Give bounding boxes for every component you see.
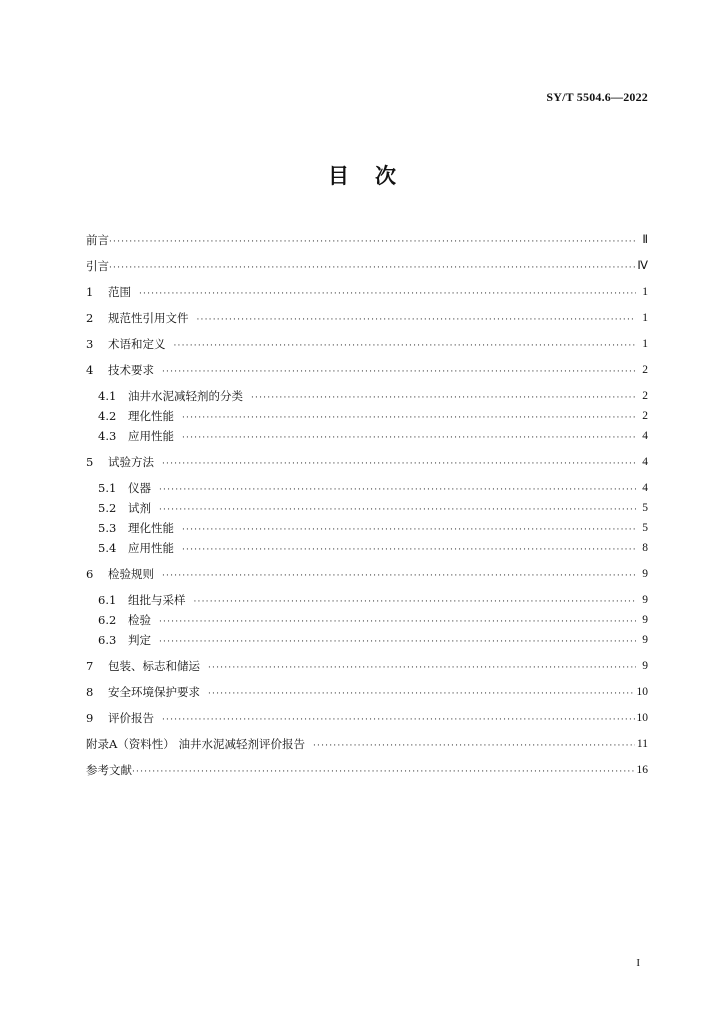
toc-leader-dots	[313, 740, 635, 752]
toc-entry-text: 技术要求	[108, 363, 154, 377]
toc-entry-6[interactable]	[86, 566, 648, 582]
toc-entry-6-2[interactable]	[98, 612, 648, 628]
toc-entry-page: 4	[642, 482, 648, 494]
toc-entry-text: 规范性引用文件	[108, 311, 189, 325]
toc-entry-number: 7	[86, 659, 94, 673]
toc-leader-dots	[162, 570, 636, 582]
toc-entry-2[interactable]	[86, 310, 648, 326]
toc-entry-4-2[interactable]	[98, 408, 648, 424]
toc-entry-text: 试剂	[128, 501, 151, 515]
toc-entry-8[interactable]	[86, 684, 648, 700]
toc-entry-page: 10	[636, 686, 648, 698]
toc-leader-dots	[182, 544, 636, 556]
toc-entry-page: 1	[642, 338, 648, 350]
toc-entry-page: 1	[642, 312, 648, 324]
toc-entry-text: 引言	[86, 259, 109, 273]
toc-entry-page: 10	[636, 712, 648, 724]
toc-leader-dots	[182, 432, 636, 444]
toc-entry-page: 9	[642, 594, 648, 606]
toc-entry-page: 8	[642, 542, 648, 554]
toc-entry-text: 试验方法	[108, 455, 154, 469]
toc-entry-number: 5.3	[98, 521, 117, 535]
toc-entry-text: 参考文献	[86, 763, 132, 777]
toc-entry-number: 6.2	[98, 613, 117, 627]
standard-code: SY/T 5504.6—2022	[546, 90, 648, 104]
toc-entry-text: 检验规则	[108, 567, 154, 581]
toc-entry-text: 安全环境保护要求	[108, 685, 200, 699]
toc-entry-page: 9	[642, 634, 648, 646]
toc-leader-dots	[162, 458, 636, 470]
toc-leader-dots	[162, 714, 635, 726]
toc-entry-text: 判定	[128, 633, 151, 647]
toc-entry-text: 术语和定义	[108, 337, 166, 351]
toc-entry-number: 9	[86, 711, 94, 725]
toc-entry-page: 9	[642, 568, 648, 580]
toc-entry-number: 4.2	[98, 409, 117, 423]
toc-entry-bibliography[interactable]	[86, 762, 648, 778]
toc-leader-dots	[182, 412, 636, 424]
toc-entry-number: 1	[86, 285, 94, 299]
toc-entry-text: 评价报告	[108, 711, 154, 725]
toc-entry-text: 理化性能	[128, 409, 174, 423]
toc-leader-dots	[132, 766, 635, 778]
toc-entry-6-3[interactable]	[98, 632, 648, 648]
toc-leader-dots	[197, 314, 637, 326]
toc-entry-page: 5	[642, 522, 648, 534]
toc-entry-7[interactable]	[86, 658, 648, 674]
toc-entry-text: 应用性能	[128, 429, 174, 443]
toc-leader-dots	[159, 616, 636, 628]
toc-entry-appendix-a[interactable]	[86, 736, 648, 752]
toc-entry-text: 仪器	[128, 481, 151, 495]
toc-leader-dots	[208, 662, 636, 674]
toc-entry-5-3[interactable]	[98, 520, 648, 536]
toc-entry-page: 4	[642, 430, 648, 442]
toc-entry-text: 理化性能	[128, 521, 174, 535]
toc-entry-4-1[interactable]	[98, 388, 648, 404]
toc-leader-dots	[182, 524, 636, 536]
toc-entry-6-1[interactable]	[98, 592, 648, 608]
toc-entry-number: 5.2	[98, 501, 117, 515]
toc-entry-number: 6.1	[98, 593, 117, 607]
toc-entry-text: 组批与采样	[128, 593, 186, 607]
toc-entry-text: 前言	[86, 233, 109, 247]
toc-entry-9[interactable]	[86, 710, 648, 726]
toc-leader-dots	[159, 504, 636, 516]
toc-entry-text: 检验	[128, 613, 151, 627]
toc-leader-dots	[162, 366, 636, 378]
toc-entry-number: 6	[86, 567, 94, 581]
toc-entry-number: 4.3	[98, 429, 117, 443]
toc-entry-number: 5.4	[98, 541, 117, 555]
toc-entry-page: 9	[642, 660, 648, 672]
toc-entry-5-2[interactable]	[98, 500, 648, 516]
toc-entry-page: 9	[642, 614, 648, 626]
toc-entry-page: 16	[636, 764, 648, 776]
toc-entry-number: 4	[86, 363, 94, 377]
toc-entry-introduction[interactable]	[86, 258, 648, 274]
toc-entry-page: 1	[642, 286, 648, 298]
toc-entry-number: 5	[86, 455, 94, 469]
toc-entry-text: 包装、标志和储运	[108, 659, 200, 673]
toc-entry-1[interactable]	[86, 284, 648, 300]
toc-entry-page: 4	[642, 456, 648, 468]
page-number: I	[636, 957, 640, 969]
toc-leader-dots	[208, 688, 635, 700]
toc-entry-text: 范围	[108, 285, 131, 299]
toc-entry-5-4[interactable]	[98, 540, 648, 556]
toc-entry-3[interactable]	[86, 336, 648, 352]
toc-entry-page: 2	[642, 410, 648, 422]
toc-entry-5-1[interactable]	[98, 480, 648, 496]
toc-entry-4-3[interactable]	[98, 428, 648, 444]
toc-entry-page: Ⅳ	[637, 260, 648, 272]
toc-entry-text: 油井水泥减轻剂的分类	[128, 389, 243, 403]
toc-leader-dots	[174, 340, 637, 352]
toc-leader-dots	[139, 288, 636, 300]
toc-entry-number: 4.1	[98, 389, 117, 403]
toc-entry-page: 2	[642, 364, 648, 376]
toc-entry-number: 3	[86, 337, 94, 351]
toc-entry-page: 5	[642, 502, 648, 514]
toc-entry-page: 2	[642, 390, 648, 402]
toc-entry-text: 应用性能	[128, 541, 174, 555]
toc-entry-text: 附录A（资料性） 油井水泥减轻剂评价报告	[86, 737, 305, 751]
toc-leader-dots	[251, 392, 636, 404]
toc-leader-dots	[159, 636, 636, 648]
toc-leader-dots	[194, 596, 637, 608]
toc-leader-dots	[159, 484, 636, 496]
page-title: 目次	[328, 164, 422, 188]
toc-leader-dots	[109, 236, 636, 248]
toc-entry-number: 2	[86, 311, 94, 325]
toc-entry-page: Ⅱ	[642, 234, 648, 246]
toc-entry-foreword[interactable]	[86, 232, 648, 248]
toc-entry-number: 5.1	[98, 481, 117, 495]
toc-entry-number: 6.3	[98, 633, 117, 647]
toc-entry-5[interactable]	[86, 454, 648, 470]
toc-entry-4[interactable]	[86, 362, 648, 378]
toc-entry-number: 8	[86, 685, 94, 699]
toc-leader-dots	[109, 262, 635, 274]
toc-entry-page: 11	[636, 738, 648, 750]
